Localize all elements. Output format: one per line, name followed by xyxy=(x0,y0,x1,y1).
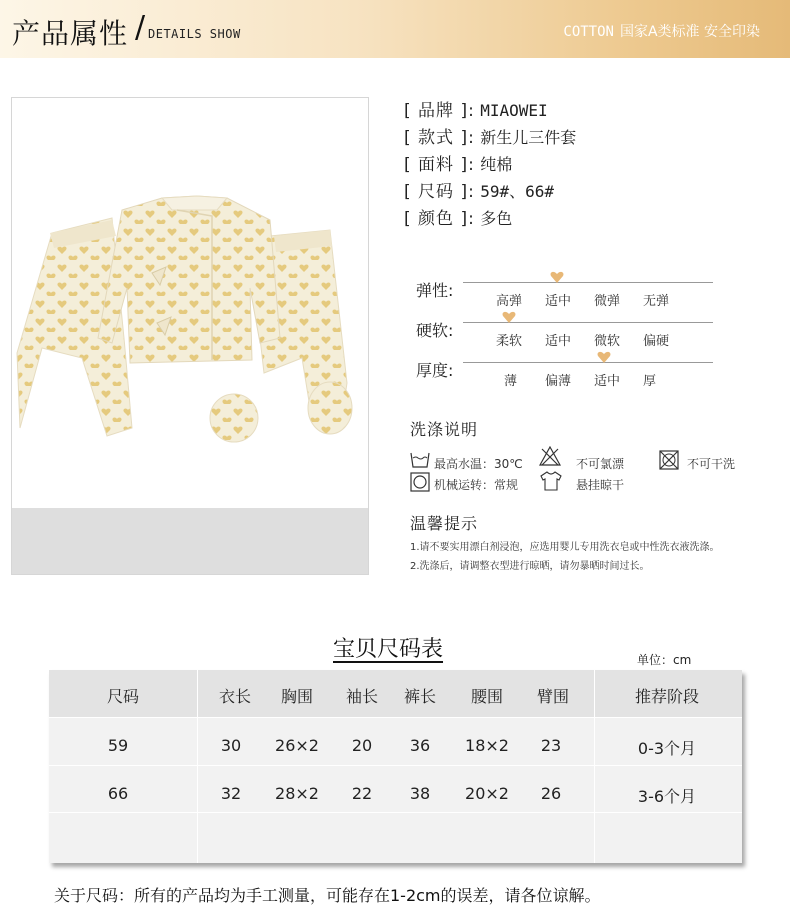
no-bleach-text: 不可氯漂 xyxy=(576,457,625,471)
tip-line: 2.洗涤后，请调整衣型进行晾晒，请勿暴晒时间过长。 xyxy=(410,561,650,572)
scale-option: 厚 xyxy=(643,374,657,389)
scale-name: 厚度: xyxy=(416,361,454,380)
scale-option: 偏硬 xyxy=(643,334,670,349)
heart-marker-icon xyxy=(597,350,611,364)
table-cell: 0-3个月 xyxy=(637,739,697,758)
table-cell: 20 xyxy=(351,736,373,755)
table-cell: 36 xyxy=(409,736,431,755)
photo-base xyxy=(12,508,368,574)
spec-color: [ 颜色 ]: 多色 xyxy=(404,209,513,229)
table-cell: 28×2 xyxy=(275,784,319,803)
table-cell: 20×2 xyxy=(465,784,509,803)
heart-marker-icon xyxy=(550,270,564,284)
table-cell: 66 xyxy=(107,784,129,803)
table-cell: 3-6个月 xyxy=(637,787,697,806)
section-subtitle: DETAILS SHOW xyxy=(148,27,241,41)
product-photo xyxy=(11,97,369,575)
size-table xyxy=(49,670,742,863)
table-cell: 26 xyxy=(540,784,562,803)
table-cell: 30 xyxy=(220,736,242,755)
scale-option: 微软 xyxy=(594,334,621,349)
table-cell: 32 xyxy=(220,784,242,803)
no-dryclean-icon xyxy=(659,450,679,470)
spec-list xyxy=(404,96,576,231)
header-cell: 腰围 xyxy=(470,687,503,706)
table-cell: 22 xyxy=(351,784,373,803)
title-slash: / xyxy=(135,10,146,45)
table-cell: 18×2 xyxy=(465,736,509,755)
table-cell: 23 xyxy=(540,736,562,755)
scale-option: 柔软 xyxy=(496,334,523,349)
hang-dry-text: 悬挂晾干 xyxy=(576,478,625,492)
header-cell: 袖长 xyxy=(345,687,378,706)
machine-wash-text: 机械运转：常规 xyxy=(434,478,519,492)
thickness-scale xyxy=(416,358,716,398)
table-cell: 38 xyxy=(409,784,431,803)
table-cell: 26×2 xyxy=(275,736,319,755)
header-cell: 胸围 xyxy=(280,687,313,706)
scale-option: 适中 xyxy=(594,374,621,389)
wash-title: 洗涤说明 xyxy=(410,420,479,439)
scale-option: 偏薄 xyxy=(545,374,572,389)
unit-label: 单位：cm xyxy=(637,653,692,667)
header-cell: 臂围 xyxy=(536,687,569,706)
tip-line: 1.请不要实用漂白剂浸泡，应选用婴儿专用洗衣皂或中性洗衣液洗涤。 xyxy=(410,542,720,553)
scale-option: 适中 xyxy=(545,294,572,309)
header-cell: 尺码 xyxy=(106,687,139,706)
header-cell: 衣长 xyxy=(218,687,251,706)
table-cell: 59 xyxy=(107,736,129,755)
section-title: 产品属性 xyxy=(12,17,129,50)
scale-name: 硬软: xyxy=(416,321,454,340)
scale-option: 微弹 xyxy=(594,294,621,309)
scale-option: 无弹 xyxy=(643,294,670,309)
header-banner xyxy=(0,0,790,58)
spec-style: [ 款式 ]: 新生儿三件套 xyxy=(404,128,577,148)
scale-option: 适中 xyxy=(545,334,572,349)
baby-clothes-set-image xyxy=(12,98,370,510)
wash-tub-icon xyxy=(410,451,430,469)
scale-option: 薄 xyxy=(504,374,518,389)
spec-fabric: [ 面料 ]: 纯棉 xyxy=(404,155,513,175)
wash-temp-text: 最高水温：30℃ xyxy=(434,457,523,471)
no-bleach-icon xyxy=(539,446,561,466)
cotton-label: COTTON xyxy=(563,24,614,40)
softness-scale xyxy=(416,318,716,358)
size-table-title: 宝贝尺码表 xyxy=(333,637,444,662)
hang-dry-icon xyxy=(540,470,562,492)
machine-wash-icon xyxy=(410,472,430,492)
header-cell: 裤长 xyxy=(403,687,436,706)
scale-name: 弹性: xyxy=(416,281,454,300)
standard-label: 国家A类标准 安全印染 xyxy=(619,24,760,40)
header-cell: 推荐阶段 xyxy=(634,687,699,706)
scale-option: 高弹 xyxy=(496,294,523,309)
elasticity-scale xyxy=(416,278,716,318)
banner-slogan xyxy=(563,21,760,41)
spec-size: [ 尺码 ]: 59#、66# xyxy=(404,182,555,202)
heart-marker-icon xyxy=(502,310,516,324)
size-footnote: 关于尺码：所有的产品均为手工测量，可能存在1-2cm的误差，请各位谅解。 xyxy=(54,886,601,905)
tips-title: 温馨提示 xyxy=(410,514,479,533)
no-dryclean-text: 不可干洗 xyxy=(687,457,736,471)
spec-brand: [ 品牌 ]: MIAOWEI xyxy=(404,101,548,121)
